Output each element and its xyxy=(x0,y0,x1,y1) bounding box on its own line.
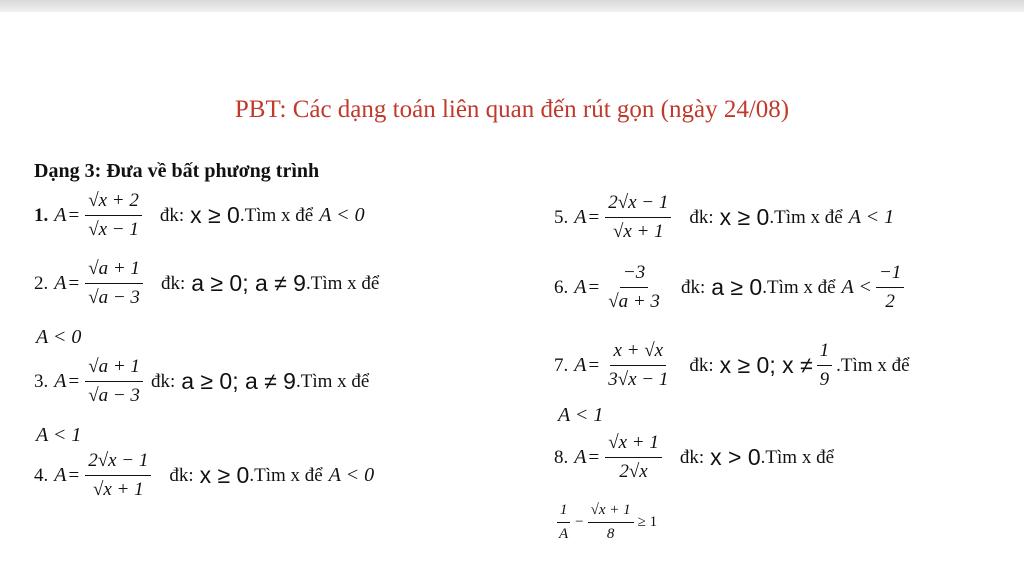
target-inequality: A < 0 xyxy=(319,204,365,226)
variable-a: A xyxy=(574,206,587,228)
condition-label: đk: xyxy=(160,272,186,294)
condition: a ≥ 0; a ≠ 9 xyxy=(181,368,296,394)
condition-label: đk: xyxy=(169,464,194,486)
question-text: .Tìm x để xyxy=(769,206,843,228)
fraction-denominator: √a − 3 xyxy=(88,385,140,406)
variable-a: A xyxy=(574,276,587,298)
target-fraction-a xyxy=(556,502,571,543)
condition: x > 0 xyxy=(710,444,761,470)
variable-a: A xyxy=(574,354,587,376)
minus-sign: − xyxy=(575,514,584,530)
equals-sign: = xyxy=(588,206,600,228)
fraction-numerator: √x + 1 xyxy=(605,432,662,458)
condition: x ≥ 0 xyxy=(199,462,250,488)
fraction-numerator: √a + 1 xyxy=(85,258,143,284)
question-text: .Tìm x để xyxy=(305,272,380,294)
condition: x ≥ 0; x ≠ xyxy=(719,352,813,378)
equals-sign: = xyxy=(68,272,80,294)
condition-denominator: 9 xyxy=(819,369,830,390)
condition-numerator: 1 xyxy=(817,340,833,366)
variable-a: A xyxy=(574,446,587,468)
question-text: .Tìm x để xyxy=(762,276,836,298)
equals-sign: = xyxy=(68,464,80,486)
equals-sign: = xyxy=(68,204,80,226)
expression-fraction xyxy=(605,432,662,483)
equals-sign: = xyxy=(588,446,600,468)
fraction-denominator: 3√x − 1 xyxy=(608,369,669,390)
fraction-numerator: 2√x − 1 xyxy=(85,450,151,476)
target-inequality: A < 1 xyxy=(848,206,895,228)
condition-label: đk: xyxy=(150,370,176,392)
equals-sign: = xyxy=(68,370,80,392)
fraction-numerator: 2√x − 1 xyxy=(605,192,671,218)
problem-number: 2. xyxy=(34,272,49,294)
problem-number: 1. xyxy=(34,204,49,226)
problem-number: 5. xyxy=(554,206,569,228)
condition-label: đk: xyxy=(159,204,185,226)
fraction-denominator: √a − 3 xyxy=(88,287,140,308)
variable-a: A xyxy=(54,272,67,294)
problem-number: 4. xyxy=(34,464,49,486)
section-heading: Dạng 3: Đưa về bất phương trình xyxy=(34,160,320,182)
problem-6 xyxy=(554,262,908,313)
problem-2-target: A < 0 xyxy=(36,326,82,348)
target-numerator: −1 xyxy=(876,262,904,288)
condition-label: đk: xyxy=(679,446,705,468)
problem-8-target xyxy=(552,502,657,543)
viewer-top-bar xyxy=(0,0,1024,12)
variable-a: A xyxy=(54,204,67,226)
problem-3-target: A < 1 xyxy=(36,424,82,446)
problem-number: 3. xyxy=(34,370,49,392)
question-text: .Tìm x để xyxy=(239,204,314,226)
fraction-numerator: √a + 1 xyxy=(85,356,143,382)
condition-label: đk: xyxy=(689,354,714,376)
condition-label: đk: xyxy=(689,206,714,228)
target-b-numerator: √x + 1 xyxy=(588,502,634,523)
condition: x ≥ 0 xyxy=(190,202,240,228)
fraction-denominator: √x − 1 xyxy=(88,219,139,240)
expression-fraction xyxy=(605,262,663,313)
condition-label: đk: xyxy=(680,276,706,298)
equals-sign: = xyxy=(588,354,600,376)
expression-fraction xyxy=(605,192,671,243)
variable-a: A xyxy=(54,464,67,486)
fraction-numerator: √x + 2 xyxy=(85,190,142,216)
question-text: .Tìm x để xyxy=(249,464,323,486)
condition: a ≥ 0 xyxy=(711,274,763,300)
expression-fraction xyxy=(85,450,151,501)
fraction-denominator: √a + 3 xyxy=(608,291,660,312)
equals-sign: = xyxy=(588,276,600,298)
target-lhs: A < xyxy=(841,276,872,298)
problem-3 xyxy=(34,356,369,407)
fraction-denominator: √x + 1 xyxy=(92,479,144,500)
question-text: .Tìm x để xyxy=(295,370,370,392)
fraction-denominator: 2√x xyxy=(619,461,648,482)
target-rhs: ≥ 1 xyxy=(637,514,658,530)
expression-fraction xyxy=(605,340,671,391)
document-title: PBT: Các dạng toán liên quan đến rút gọn (ngày 24/08) xyxy=(234,96,790,123)
problem-8 xyxy=(554,432,834,483)
expression-fraction xyxy=(85,356,143,407)
problem-4 xyxy=(34,450,374,501)
fraction-numerator: x + √x xyxy=(610,340,666,366)
target-a-numerator: 1 xyxy=(557,502,571,523)
target-inequality: A < 0 xyxy=(328,464,375,486)
problem-1 xyxy=(34,190,365,241)
fraction-denominator: √x + 1 xyxy=(612,221,664,242)
condition-fraction xyxy=(817,340,833,391)
question-text: .Tìm x để xyxy=(836,354,910,376)
fraction-numerator: −3 xyxy=(620,262,648,288)
problem-number: 8. xyxy=(554,446,569,468)
condition: a ≥ 0; a ≠ 9 xyxy=(191,270,306,296)
problem-5 xyxy=(554,192,894,243)
problem-7-target: A < 1 xyxy=(558,404,604,426)
problem-2 xyxy=(34,258,379,309)
target-fraction-b xyxy=(588,502,634,543)
condition: x ≥ 0 xyxy=(719,204,770,230)
problem-number: 7. xyxy=(554,354,569,376)
problem-number: 6. xyxy=(554,276,569,298)
expression-fraction xyxy=(85,190,142,241)
question-text: .Tìm x để xyxy=(760,446,835,468)
variable-a: A xyxy=(54,370,67,392)
problem-7 xyxy=(554,340,910,391)
expression-fraction xyxy=(85,258,143,309)
target-b-denominator: 8 xyxy=(606,526,615,542)
target-a-denominator: A xyxy=(559,526,569,542)
target-denominator: 2 xyxy=(885,291,895,312)
target-fraction xyxy=(876,262,904,313)
